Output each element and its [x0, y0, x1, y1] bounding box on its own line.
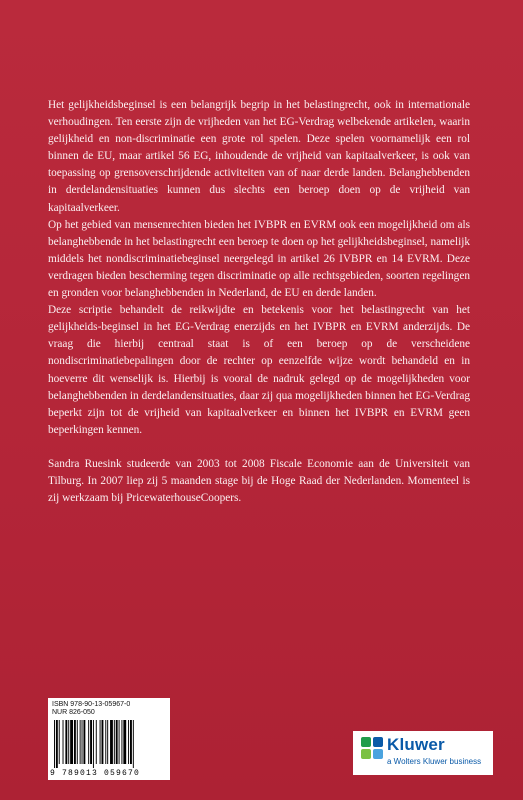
publisher-tagline: a Wolters Kluwer business — [387, 757, 482, 766]
barcode-bar — [130, 720, 132, 764]
publisher-logo — [353, 731, 493, 775]
blurb-paragraph-1: Het gelijkheidsbeginsel is een belangrijk begrip in het belastingrecht, ook in internationale verhoudingen. Ten eerste zijn de vrijheden van het EG-Verdrag welbekende artikelen, waarin gelijkheid en non-discriminatie een grote rol spelen. Deze spelen voornamelijk een rol binnen de EU, maar artikel 56 EG, inhoudende de vrijheid van kapitaalverkeer, is ook van toepassing op grensoverschrijdende activiteiten van of naar derde landen. Belanghebbenden in derdelandensituaties kunnen dus slechts een beroep doen op de vrijheid van kapitaalverkeer. — [48, 99, 470, 214]
barcode-bar — [110, 720, 113, 764]
barcode-bar — [90, 720, 92, 764]
barcode-bar — [80, 720, 81, 764]
blurb-paragraph-2: Op het gebied van mensenrechten bieden het IVBPR en EVRM ook een mogelijkheid om als belanghebbende in het belastingrecht een beroep te doen op het gelijkheidsbeginsel, namelijk middels het nondiscriminatiebeginsel neergelegd in artikel 26 IVBPR en 14 EVRM. Deze verdragen bieden bescherming tegen discriminatie op alle rechtsgebieden, soorten regelingen en gronden voor belanghebbenden in Nederland, de EU en derde landen. — [48, 218, 470, 300]
kluwer-logo-icon — [361, 737, 383, 759]
barcode-bar — [88, 720, 89, 764]
barcode-bar — [133, 720, 134, 768]
barcode-bar — [63, 720, 64, 764]
barcode-bar — [105, 720, 106, 764]
barcode-bar — [102, 720, 104, 764]
barcode-bar — [121, 720, 122, 764]
barcode-digits: 9 789013 059670 — [50, 769, 141, 778]
barcode-icon — [52, 720, 166, 768]
blurb-text — [48, 97, 470, 507]
barcode-bar — [100, 720, 101, 764]
isbn-number: ISBN 978-90-13-05967-0 — [52, 701, 131, 708]
barcode-bar — [107, 720, 108, 764]
barcode-bar — [119, 720, 120, 764]
barcode-bar — [74, 720, 76, 764]
barcode-bar — [93, 720, 94, 768]
barcode-bar — [54, 720, 55, 768]
barcode-bar — [56, 720, 58, 768]
publisher-name: Kluwer — [387, 735, 445, 754]
barcode-bar — [68, 720, 69, 764]
barcode-bar — [128, 720, 129, 764]
barcode-bar — [123, 720, 126, 764]
nur-code: NUR 826-050 — [52, 709, 95, 716]
barcode-bar — [70, 720, 73, 764]
barcode-bar — [59, 720, 60, 764]
barcode-bar — [116, 720, 118, 764]
barcode-bar — [82, 720, 83, 764]
barcode-bar — [65, 720, 67, 764]
author-bio: Sandra Ruesink studeerde van 2003 tot 2008 Fiscale Economie aan de Universiteit van Tilburg. In 2007 liep zij 5 maanden stage bij de Hoge Raad der Nederlanden. Momenteel is zij werkzaam bij PricewaterhouseCoopers. — [48, 457, 470, 505]
blurb-paragraph-3: Deze scriptie behandelt de reikwijdte en betekenis voor het belastingrecht van het gelijkheids-beginsel in het EG-Verdrag enerzijds en het IVBPR en EVRM anderzijds. De vraag die hierbij centraal staat is of een beroep op de verscheidene nondiscriminatiebepalingen door de rechter op eenzelfde wijze wordt behandeld en in hoeverre dit wenselijk is. Hierbij is vooral de nadruk gelegd op de mogelijkheden voor belanghebbenden in derdelandensituaties, daar zij qua mogelijkheden binnen het EG-Verdrag beperkt zijn tot de vrijheid van kapitaalverkeer en binnen het IVBPR en EVRM geen beperkingen kennen. — [48, 304, 470, 436]
barcode-bar — [96, 720, 97, 764]
isbn-barcode-label — [48, 698, 170, 780]
barcode-bar — [77, 720, 78, 764]
barcode-bar — [114, 720, 115, 764]
barcode-bar — [83, 720, 85, 764]
